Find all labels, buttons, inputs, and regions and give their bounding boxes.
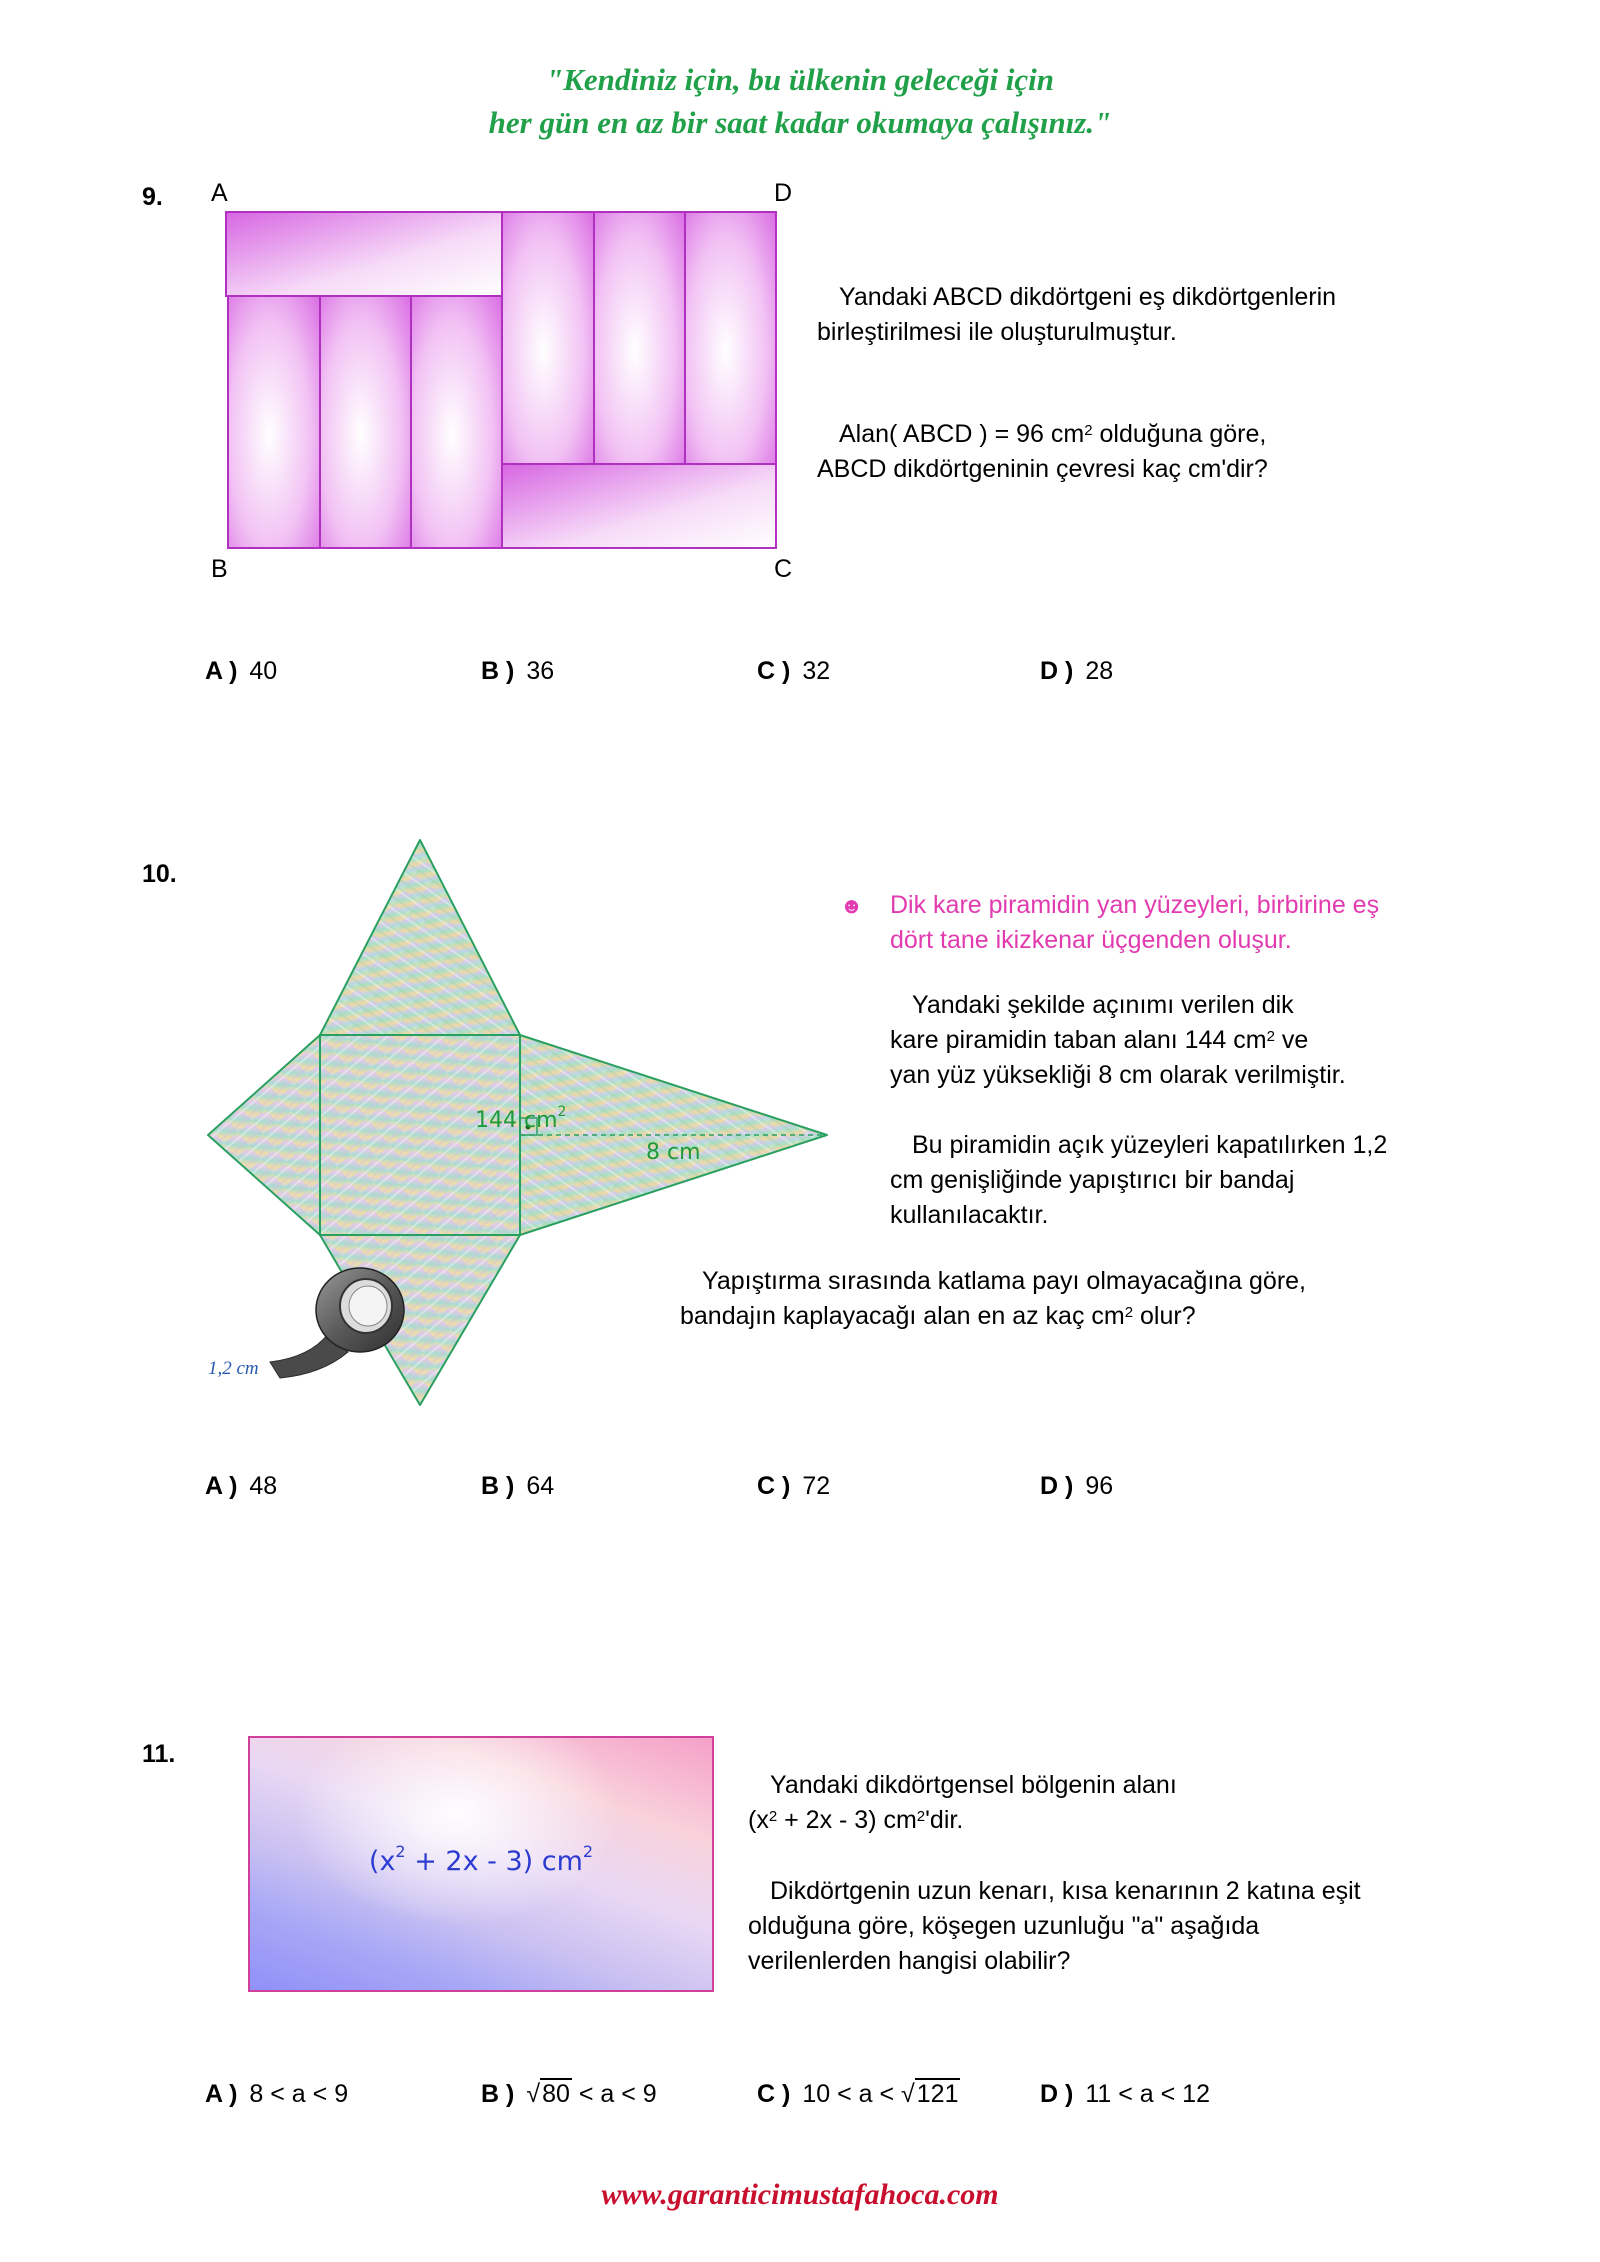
smiley-icon: ☻ (840, 893, 864, 918)
footer-url[interactable]: www.garanticimustafahoca.com (601, 2178, 999, 2211)
base-area-label: 144 $cm^2$ (475, 1104, 567, 1133)
q11-paragraph-2: Dikdörtgenin uzun kenarı, kısa kenarının 2 katına eşit olduğuna göre, köşegen uzunluğu "a" aşağıda verilenlerden hangisi olabilir? (748, 1877, 1361, 1975)
triangle-top (320, 840, 520, 1035)
sqrt-symbol: √ (526, 2080, 541, 2108)
q10-option-a[interactable]: A ) 48 (205, 1472, 278, 1500)
rect-left-vertical-1 (228, 296, 320, 548)
slant-height-label: 8 cm (646, 1140, 701, 1165)
q10-option-b[interactable]: B ) 64 (481, 1472, 555, 1500)
rect-left-vertical-2 (320, 296, 411, 548)
rectangle-area-label: $(x^2 + 2x - 3)$ $cm^2$ (368, 1842, 594, 1877)
question-11-number: 11. (142, 1740, 176, 1768)
vertex-label-d: D (774, 179, 793, 207)
q10-option-d[interactable]: D ) 96 (1040, 1472, 1114, 1500)
sqrt-symbol: √ (901, 2080, 915, 2108)
tape-roll-icon (250, 1262, 420, 1382)
rect-bottom-horizontal (502, 464, 776, 548)
q10-option-c[interactable]: C ) 72 (757, 1472, 831, 1500)
q9-option-b[interactable]: B ) 36 (481, 657, 555, 685)
header-quote-line2: her gün en az bir saat kadar okumaya çalışınız." (488, 105, 1112, 140)
vertex-label-c: C (774, 555, 793, 583)
question-10-number: 10. (142, 860, 177, 888)
q9-paragraph-1: Yandaki ABCD dikdörtgeni eş dikdörtgenlerin birleştirilmesi ile oluşturulmuştur. (817, 283, 1337, 346)
rect-right-vertical-1 (502, 212, 594, 464)
rectangles-figure (220, 208, 790, 553)
q11-option-b[interactable]: B ) √80 < a < 9 (481, 2080, 657, 2108)
header-quote-line1: "Kendiniz için, bu ülkenin geleceği için (545, 62, 1055, 97)
q10-paragraph-1: Yandaki şekilde açınımı verilen dik kare piramidin taban alanı 144 $cm^2$ ve yan yüz yüksekliği 8 cm olarak verilmiştir. (890, 991, 1346, 1089)
q11-option-d[interactable]: D ) 11 < a < 12 (1040, 2080, 1210, 2108)
rect-right-vertical-3 (685, 212, 776, 464)
rect-right-vertical-2 (594, 212, 685, 464)
triangle-left (208, 1035, 320, 1235)
rect-top-horizontal (226, 212, 502, 296)
area-rectangle (248, 1736, 714, 1992)
vertex-label-b: B (211, 555, 228, 583)
q10-note: ☻ Dik kare piramidin yan yüzeyleri, birbirine eş dört tane ikizkenar üçgenden oluşur. (840, 888, 1400, 958)
q10-paragraph-2: Bu piramidin açık yüzeyleri kapatılırken 1,2 cm genişliğinde yapıştırıcı bir bandaj kullanılacaktır. (890, 1131, 1388, 1229)
q11-paragraph-1: Yandaki dikdörtgensel bölgenin alanı $(x^2 + 2x - 3)$ $cm^2'dir$. (748, 1771, 1177, 1834)
q9-option-c[interactable]: C ) 32 (757, 657, 831, 685)
tape-width-label: 1,2 cm (208, 1358, 259, 1379)
q9-paragraph-2: Alan( ABCD ) = 96 $cm^2$ olduğuna göre, ABCD dikdörtgeninin çevresi kaç cm'dir? (817, 420, 1268, 483)
base-square (320, 1035, 520, 1235)
q10-paragraph-3: Yapıştırma sırasında katlama payı olmayacağına göre, bandajın kaplayacağı alan en az kaç $cm^2$ olur? (680, 1267, 1307, 1330)
rect-left-vertical-3 (411, 296, 502, 548)
header-quote (0, 58, 1600, 144)
question-9-number: 9. (142, 183, 163, 211)
q11-option-c[interactable]: C ) 10 < a < √121 (757, 2080, 959, 2108)
q11-option-a[interactable]: A ) 8 < a < 9 (205, 2080, 349, 2108)
vertex-label-a: A (211, 179, 228, 207)
q9-option-d[interactable]: D ) 28 (1040, 657, 1114, 685)
q9-option-a[interactable]: A ) 40 (205, 657, 278, 685)
